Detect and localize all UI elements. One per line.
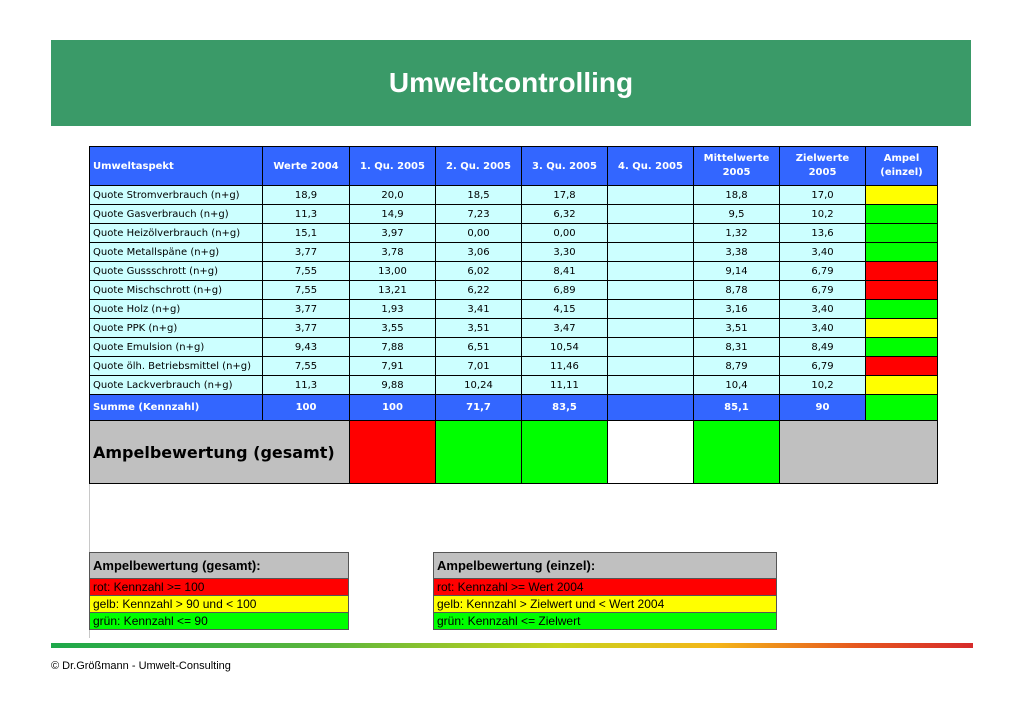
value-cell-q3: 10,54 <box>522 338 608 357</box>
value-cell-q2: 6,02 <box>436 262 522 281</box>
value-cell-ziel: 3,40 <box>780 300 866 319</box>
legend-gesamt <box>89 552 349 630</box>
table-row <box>90 243 938 262</box>
sum-cell: 85,1 <box>694 395 780 421</box>
aspect-cell: Quote Metallspäne (n+g) <box>90 243 263 262</box>
sum-cell: 83,5 <box>522 395 608 421</box>
aspect-cell: Quote Gasverbrauch (n+g) <box>90 205 263 224</box>
sum-ampel <box>866 395 938 421</box>
gesamt-row <box>90 421 938 484</box>
legend-row-green: grün: Kennzahl <= Zielwert <box>434 613 777 630</box>
value-cell-q2: 7,23 <box>436 205 522 224</box>
value-cell-mittel: 3,51 <box>694 319 780 338</box>
value-cell-q1: 20,0 <box>350 186 436 205</box>
value-cell-ziel: 8,49 <box>780 338 866 357</box>
value-cell-ziel: 3,40 <box>780 319 866 338</box>
value-cell-q2: 7,01 <box>436 357 522 376</box>
ampel-cell <box>866 376 938 395</box>
value-cell-ziel: 6,79 <box>780 357 866 376</box>
value-cell-q4 <box>608 300 694 319</box>
header-cell: 3. Qu. 2005 <box>522 147 608 186</box>
sum-cell: 100 <box>350 395 436 421</box>
sum-label: Summe (Kennzahl) <box>90 395 263 421</box>
legend-einzel <box>433 552 777 630</box>
table-row <box>90 376 938 395</box>
value-cell-q4 <box>608 357 694 376</box>
gesamt-ampel-q3 <box>522 421 608 484</box>
table-row <box>90 300 938 319</box>
table-row <box>90 281 938 300</box>
legend-row-green: grün: Kennzahl <= 90 <box>90 613 349 630</box>
value-cell-w2004: 3,77 <box>263 243 350 262</box>
header-cell: Umweltaspekt <box>90 147 263 186</box>
value-cell-q2: 18,5 <box>436 186 522 205</box>
value-cell-q2: 3,51 <box>436 319 522 338</box>
value-cell-q1: 9,88 <box>350 376 436 395</box>
ampel-cell <box>866 262 938 281</box>
value-cell-q4 <box>608 338 694 357</box>
legend-einzel-title: Ampelbewertung (einzel): <box>434 553 777 579</box>
header-cell: Mittelwerte 2005 <box>694 147 780 186</box>
value-cell-q1: 1,93 <box>350 300 436 319</box>
value-cell-q4 <box>608 319 694 338</box>
value-cell-q1: 13,21 <box>350 281 436 300</box>
aspect-cell: Quote Heizölverbrauch (n+g) <box>90 224 263 243</box>
value-cell-mittel: 9,5 <box>694 205 780 224</box>
value-cell-q4 <box>608 186 694 205</box>
table-row <box>90 338 938 357</box>
footer-copyright: © Dr.Größmann - Umwelt-Consulting <box>51 660 231 672</box>
value-cell-q3: 6,32 <box>522 205 608 224</box>
header-cell: Ampel (einzel) <box>866 147 938 186</box>
value-cell-q1: 3,55 <box>350 319 436 338</box>
value-cell-w2004: 3,77 <box>263 319 350 338</box>
value-cell-q2: 0,00 <box>436 224 522 243</box>
value-cell-mittel: 8,78 <box>694 281 780 300</box>
table-row <box>90 319 938 338</box>
value-cell-ziel: 10,2 <box>780 205 866 224</box>
value-cell-q1: 13,00 <box>350 262 436 281</box>
page-title: Umweltcontrolling <box>388 67 634 98</box>
value-cell-w2004: 15,1 <box>263 224 350 243</box>
ampel-cell <box>866 357 938 376</box>
aspect-cell: Quote Emulsion (n+g) <box>90 338 263 357</box>
value-cell-q4 <box>608 224 694 243</box>
value-cell-q1: 14,9 <box>350 205 436 224</box>
ampel-cell <box>866 338 938 357</box>
value-cell-q1: 7,91 <box>350 357 436 376</box>
footer-rule <box>51 643 973 648</box>
value-cell-q4 <box>608 205 694 224</box>
ampel-cell <box>866 281 938 300</box>
value-cell-q1: 7,88 <box>350 338 436 357</box>
value-cell-mittel: 9,14 <box>694 262 780 281</box>
aspect-cell: Quote PPK (n+g) <box>90 319 263 338</box>
value-cell-mittel: 3,16 <box>694 300 780 319</box>
ampel-cell <box>866 186 938 205</box>
gesamt-ampel-q4 <box>608 421 694 484</box>
value-cell-q3: 8,41 <box>522 262 608 281</box>
value-cell-q2: 3,06 <box>436 243 522 262</box>
value-cell-q4 <box>608 281 694 300</box>
value-cell-ziel: 6,79 <box>780 262 866 281</box>
ampel-cell <box>866 300 938 319</box>
gesamt-ampel-q1 <box>350 421 436 484</box>
legend-row-red: rot: Kennzahl >= 100 <box>90 579 349 596</box>
aspect-cell: Quote Holz (n+g) <box>90 300 263 319</box>
value-cell-ziel: 17,0 <box>780 186 866 205</box>
ampel-cell <box>866 224 938 243</box>
aspect-cell: Quote Gussschrott (n+g) <box>90 262 263 281</box>
value-cell-q3: 17,8 <box>522 186 608 205</box>
value-cell-mittel: 8,79 <box>694 357 780 376</box>
table-row <box>90 357 938 376</box>
sum-cell <box>608 395 694 421</box>
value-cell-q4 <box>608 376 694 395</box>
title-banner <box>51 40 971 126</box>
value-cell-w2004: 3,77 <box>263 300 350 319</box>
value-cell-ziel: 10,2 <box>780 376 866 395</box>
sum-cell: 90 <box>780 395 866 421</box>
value-cell-q2: 6,22 <box>436 281 522 300</box>
value-cell-q3: 0,00 <box>522 224 608 243</box>
value-cell-q2: 6,51 <box>436 338 522 357</box>
header-cell: Zielwerte 2005 <box>780 147 866 186</box>
gesamt-ampel-q2 <box>436 421 522 484</box>
aspect-cell: Quote Mischschrott (n+g) <box>90 281 263 300</box>
table-row <box>90 224 938 243</box>
value-cell-w2004: 7,55 <box>263 357 350 376</box>
legend-row-yellow: gelb: Kennzahl > 90 und < 100 <box>90 596 349 613</box>
value-cell-q2: 3,41 <box>436 300 522 319</box>
value-cell-mittel: 8,31 <box>694 338 780 357</box>
ampel-cell <box>866 319 938 338</box>
legend-gesamt-title: Ampelbewertung (gesamt): <box>90 553 349 579</box>
aspect-cell: Quote ölh. Betriebsmittel (n+g) <box>90 357 263 376</box>
header-cell: 2. Qu. 2005 <box>436 147 522 186</box>
value-cell-w2004: 11,3 <box>263 205 350 224</box>
ampel-cell <box>866 205 938 224</box>
value-cell-q1: 3,97 <box>350 224 436 243</box>
value-cell-q3: 6,89 <box>522 281 608 300</box>
value-cell-w2004: 9,43 <box>263 338 350 357</box>
value-cell-q3: 3,30 <box>522 243 608 262</box>
header-cell: 1. Qu. 2005 <box>350 147 436 186</box>
value-cell-ziel: 13,6 <box>780 224 866 243</box>
header-cell: 4. Qu. 2005 <box>608 147 694 186</box>
umwelt-table <box>89 146 938 484</box>
aspect-cell: Quote Stromverbrauch (n+g) <box>90 186 263 205</box>
value-cell-q1: 3,78 <box>350 243 436 262</box>
value-cell-ziel: 3,40 <box>780 243 866 262</box>
value-cell-w2004: 18,9 <box>263 186 350 205</box>
value-cell-q3: 11,11 <box>522 376 608 395</box>
value-cell-mittel: 1,32 <box>694 224 780 243</box>
value-cell-mittel: 18,8 <box>694 186 780 205</box>
aspect-cell: Quote Lackverbrauch (n+g) <box>90 376 263 395</box>
ampel-cell <box>866 243 938 262</box>
value-cell-w2004: 7,55 <box>263 281 350 300</box>
table-row <box>90 186 938 205</box>
legend-row-yellow: gelb: Kennzahl > Zielwert und < Wert 2004 <box>434 596 777 613</box>
legend-row-red: rot: Kennzahl >= Wert 2004 <box>434 579 777 596</box>
value-cell-mittel: 3,38 <box>694 243 780 262</box>
value-cell-q3: 3,47 <box>522 319 608 338</box>
gesamt-empty <box>780 421 938 484</box>
table-row <box>90 262 938 281</box>
gesamt-ampel-mittel <box>694 421 780 484</box>
table-body <box>90 186 938 484</box>
value-cell-w2004: 7,55 <box>263 262 350 281</box>
value-cell-q3: 4,15 <box>522 300 608 319</box>
value-cell-q4 <box>608 262 694 281</box>
sum-cell: 100 <box>263 395 350 421</box>
value-cell-mittel: 10,4 <box>694 376 780 395</box>
header-cell: Werte 2004 <box>263 147 350 186</box>
value-cell-q4 <box>608 243 694 262</box>
gesamt-label: Ampelbewertung (gesamt) <box>90 421 350 484</box>
table-row <box>90 205 938 224</box>
value-cell-q3: 11,46 <box>522 357 608 376</box>
sum-row <box>90 395 938 421</box>
value-cell-q2: 10,24 <box>436 376 522 395</box>
value-cell-w2004: 11,3 <box>263 376 350 395</box>
header-row <box>90 147 938 186</box>
sum-cell: 71,7 <box>436 395 522 421</box>
value-cell-ziel: 6,79 <box>780 281 866 300</box>
